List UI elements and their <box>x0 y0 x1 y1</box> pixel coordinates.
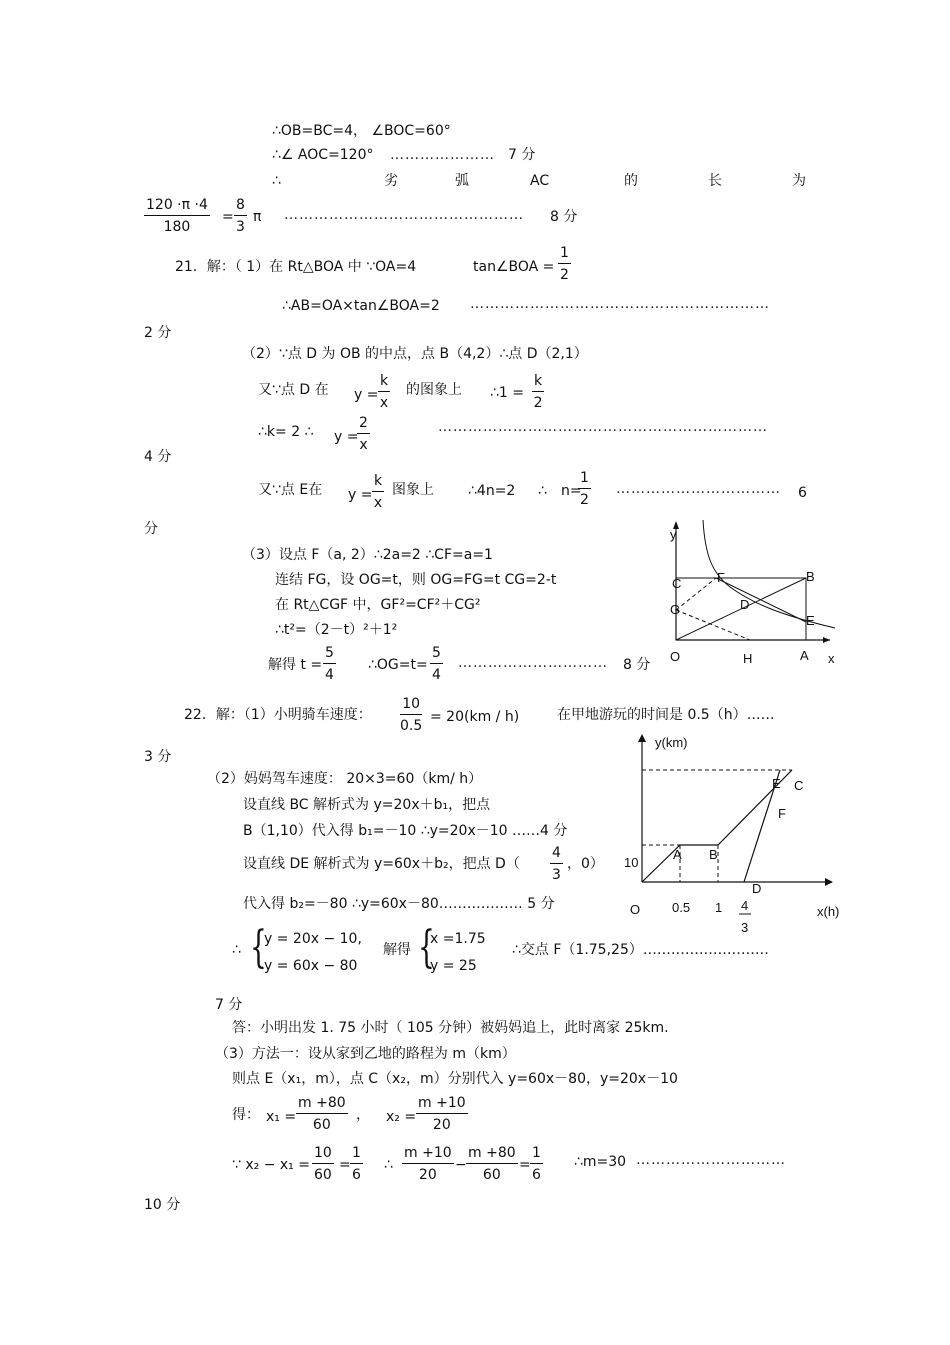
fraction-m10-20: $\frac{m +10}{20}$ <box>404 1145 452 1183</box>
y-axis-arrow-icon <box>638 734 646 742</box>
q22-sol-y: y = 25 <box>430 958 477 974</box>
tick-10: 10 <box>624 855 639 870</box>
label-b: B <box>806 569 815 584</box>
score-mark: 6 <box>798 485 807 501</box>
fraction-10-05: $\frac{10}{0.5}$ <box>400 696 423 734</box>
label-e: E <box>806 613 815 628</box>
fraction-m80-60: $\frac{m +80}{60}$ <box>468 1145 516 1183</box>
fraction-2-x: $\frac{2}{x}$ <box>359 415 368 453</box>
tick-3: 3 <box>741 920 749 935</box>
label-o: O <box>630 902 641 917</box>
label-d: D <box>740 597 750 612</box>
fraction-5-4: $\frac{5}{4}$ <box>432 645 441 683</box>
q22-x2: x₂ = <box>386 1109 417 1125</box>
equals-sign: = <box>222 209 234 225</box>
q22-sys-eq2: y = 60x − 80 <box>264 958 358 974</box>
q22-figure <box>620 730 850 945</box>
arc-text-4: AC <box>530 173 550 189</box>
line-aoc: ∴∠ AOC=120° <box>272 147 374 163</box>
q22-play-time: 在甲地游玩的时间是 0.5（h）…… <box>557 707 775 723</box>
q21-line9: ∴t²=（2－t）²＋1² <box>275 622 398 638</box>
q21-line5a: 又∵点 E在 <box>258 482 323 498</box>
dotted-leader: …………………………… <box>616 481 781 497</box>
arc-text-6: 长 <box>708 173 722 189</box>
q22-solve: 解得 <box>383 942 411 958</box>
left-brace-icon: { <box>418 922 435 973</box>
score-mark: 8 分 <box>550 209 578 225</box>
fraction-8-3: $\frac{8}{3}$ <box>236 197 245 235</box>
fraction-half: $\frac{1}{2}$ <box>580 470 589 508</box>
arc-text-7: 为 <box>792 173 806 189</box>
q22-substitute: 则点 E（x₁，m），点 C（x₂，m）分别代入 y=60x－80，y=20x－10 <box>232 1071 678 1087</box>
left-brace-icon: { <box>250 922 267 973</box>
q22-part3: （3）方法一：设从家到乙地的路程为 m（km） <box>215 1046 516 1062</box>
fraction-1-6: $\frac{1}{6}$ <box>352 1145 361 1183</box>
tick-1: 1 <box>715 900 723 915</box>
q21-tan: tan∠BOA = <box>473 259 555 275</box>
q21-line5b: 图象上 <box>392 482 434 498</box>
q22-answer: 答：小明出发 1. 75 小时（ 105 分钟）被妈妈追上，此时离家 25km. <box>232 1020 669 1036</box>
label-d: D <box>752 881 762 896</box>
q21-ab-line: ∴AB=OA×tan∠BOA=2 <box>282 298 440 314</box>
segment-gf <box>676 578 716 610</box>
score-mark: 8 分 <box>623 657 651 673</box>
q22-therefore: ∴ <box>232 942 241 958</box>
q21-4n: ∴4n=2 <box>468 483 516 499</box>
label-g: G <box>670 602 681 617</box>
q21-line3a: 又∵点 D 在 <box>258 382 329 398</box>
q21-y-eq: y = <box>354 387 379 403</box>
fraction-half: $\frac{1}{2}$ <box>560 245 569 283</box>
q21-og: ∴OG=t= <box>368 657 428 673</box>
q21-y-eq: y = <box>348 487 373 503</box>
label-y: y <box>670 527 677 542</box>
fraction-10-60: $\frac{10}{60}$ <box>314 1145 332 1183</box>
arc-text-2: 劣 <box>384 173 398 189</box>
score-mark: 7 分 <box>508 147 536 163</box>
q22-b-point: B（1,10）代入得 b₁=－10 ∴y=20x－10 ……4 分 <box>243 823 568 839</box>
label-c: C <box>672 576 682 591</box>
score-mark: 7 分 <box>215 997 243 1013</box>
q22-cross-point: ∴交点 F（1.75,25）……………………… <box>512 942 769 958</box>
fraction-m10-20: $\frac{m +10}{20}$ <box>418 1095 466 1133</box>
label-h: H <box>743 651 753 666</box>
xiaoming-path <box>642 770 792 882</box>
fraction-m80-60: $\frac{m +80}{60}$ <box>298 1095 346 1133</box>
pi-symbol: π <box>253 209 262 225</box>
fraction-k-2: $\frac{k}{2}$ <box>533 373 543 411</box>
dotted-leader: ………………………… <box>458 655 608 671</box>
x-axis-arrow-icon <box>825 878 833 886</box>
score-mark: 10 分 <box>144 1197 181 1213</box>
q21-heading: 21．解：（ 1）在 Rt△BOA 中 ∵OA=4 <box>175 259 417 275</box>
arc-text-5: 的 <box>624 173 638 189</box>
label-o: O <box>670 649 681 664</box>
q21-solve-t: 解得 t = <box>268 657 323 673</box>
fraction-k-x: $\frac{k}{x}$ <box>373 473 383 511</box>
fraction-arc-length: $\frac{120 \cdot\pi \cdot 4}{180}$ <box>146 197 208 235</box>
tick-4: 4 <box>741 898 749 913</box>
dotted-leader: ………………………………………………………… <box>438 419 768 435</box>
dotted-leader: …………………………………………………… <box>470 296 770 312</box>
q22-bc-line: 设直线 BC 解析式为 y=20x＋b₁，把点 <box>243 797 491 813</box>
label-y-km: y(km) <box>655 735 688 750</box>
q22-x1: x₁ = <box>266 1109 297 1125</box>
label-x: x <box>828 651 835 666</box>
q22-d-zero: ，0） <box>567 856 604 872</box>
q22-diff: ∵ x₂ − x₁ = <box>232 1157 310 1173</box>
q22-m-result: ∴m=30 <box>574 1154 627 1170</box>
label-x-h: x(h) <box>817 904 840 919</box>
q22-speed: = 20(km / h) <box>430 709 520 725</box>
equals-sign: = <box>519 1157 531 1173</box>
fraction-k-x: $\frac{k}{x}$ <box>379 373 389 411</box>
q21-line4a: ∴k= 2 ∴ <box>258 424 314 440</box>
q22-de: 得： <box>232 1107 260 1123</box>
fraction-5-4: $\frac{5}{4}$ <box>325 645 334 683</box>
q21-part3: （3）设点 F（a, 2）∴2a=2 ∴CF=a=1 <box>242 547 493 563</box>
label-f: F <box>778 806 786 821</box>
equals-sign: = <box>339 1157 351 1173</box>
q21-line3c: ∴1 = <box>490 385 524 401</box>
q21-part2: （2）∵点 D 为 OB 的中点，点 B（4,2）∴点 D（2,1） <box>242 346 588 362</box>
q22-sol-x: x =1.75 <box>430 931 486 947</box>
label-a: A <box>800 648 809 663</box>
q21-figure <box>660 515 840 675</box>
label-e: E <box>772 776 781 791</box>
tick-0-5: 0.5 <box>672 900 691 915</box>
segment-gh <box>676 610 750 640</box>
q21-n-eq: n= <box>561 483 582 499</box>
score-mark: 3 分 <box>144 749 172 765</box>
score-mark: 4 分 <box>144 449 172 465</box>
q22-de-line: 设直线 DE 解析式为 y=60x＋b₂，把点 D（ <box>243 856 520 872</box>
minus-sign: − <box>455 1157 467 1173</box>
label-c: C <box>794 778 804 793</box>
q21-therefore: ∴ <box>538 483 547 499</box>
q22-sys-eq1: y = 20x − 10, <box>264 931 362 947</box>
q22-heading: 22．解：（1）小明骑车速度： <box>184 707 372 723</box>
q22-therefore2: ∴ <box>384 1157 393 1173</box>
label-b: B <box>709 847 718 862</box>
label-f: F <box>717 570 725 585</box>
fraction-1-6: $\frac{1}{6}$ <box>532 1145 541 1183</box>
q21-line7: 连结 FG，设 OG=t，则 OG=FG=t CG=2-t <box>275 572 557 588</box>
x-axis-arrow-icon <box>823 637 830 643</box>
q21-line3b: 的图象上 <box>406 382 462 398</box>
score-mark: 2 分 <box>144 325 172 341</box>
fraction-4-3: $\frac{4}{3}$ <box>552 845 561 883</box>
dotted-leader: ………………… <box>390 147 495 163</box>
q21-line8: 在 Rt△CGF 中，GF²=CF²＋CG² <box>275 597 481 613</box>
q22-comma: ， <box>356 1107 370 1123</box>
dotted-leader: ………………………………………… <box>284 207 524 223</box>
dotted-leader: ………………………… <box>636 1152 786 1168</box>
line-ob-bc: ∴OB=BC=4， ∠BOC=60° <box>272 123 451 139</box>
arc-text-1: ∴ <box>272 173 281 189</box>
q21-y-eq: y = <box>334 429 359 445</box>
score-mark: 分 <box>144 521 158 537</box>
q22-part2: （2）妈妈驾车速度： 20×3=60（km/ h） <box>207 771 483 787</box>
arc-text-3: 弧 <box>455 173 469 189</box>
label-a: A <box>673 847 682 862</box>
q22-b2: 代入得 b₂=－80 ∴y=60x－80……………… 5 分 <box>243 896 555 912</box>
